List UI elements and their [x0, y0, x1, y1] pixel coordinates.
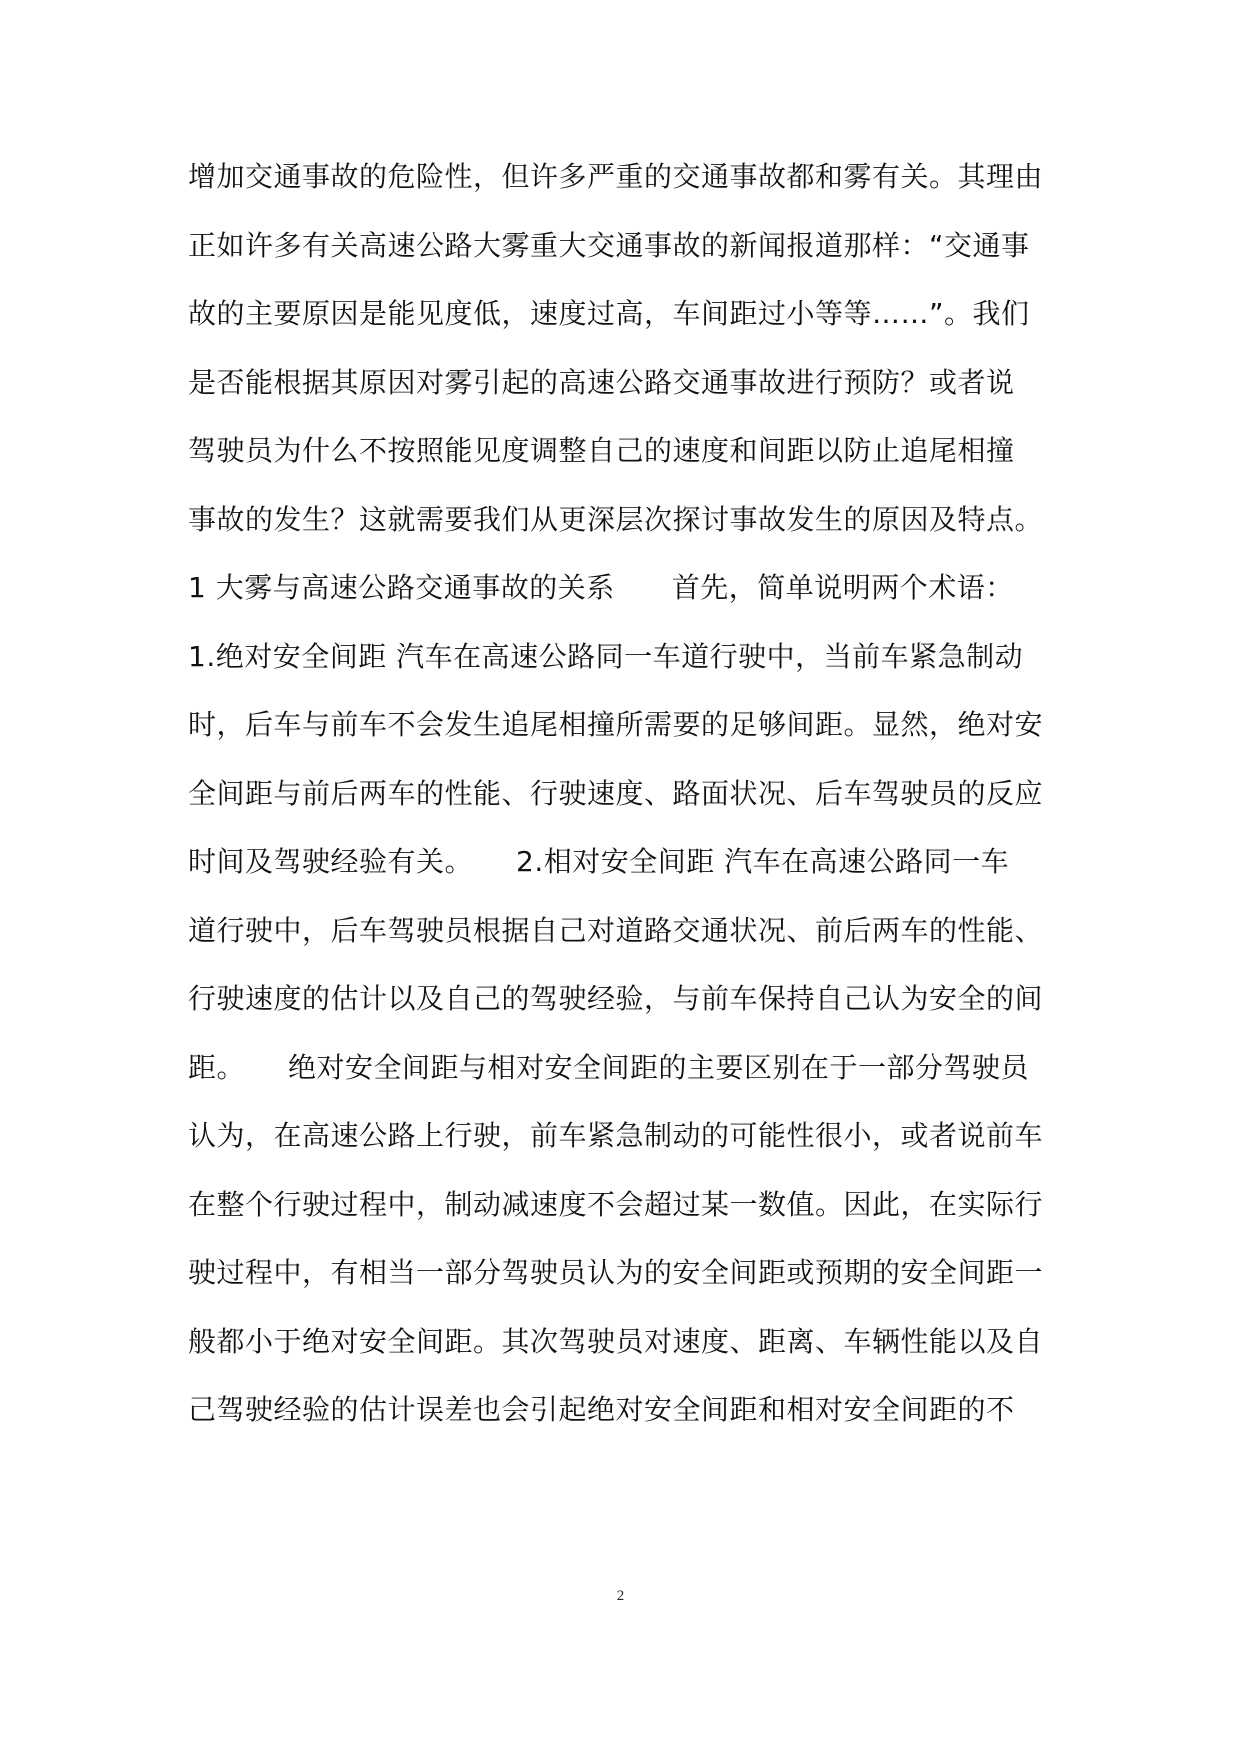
text-line: 时间及驾驶经验有关。 2.相对安全间距 汽车在高速公路同一车 — [188, 845, 1010, 878]
text-line: 认为，在高速公路上行驶，前车紧急制动的可能性很小，或者说前车 — [188, 1119, 1044, 1152]
body-text — [188, 143, 1068, 1445]
text-line: 增加交通事故的危险性，但许多严重的交通事故都和雾有关。其理由 — [188, 160, 1044, 193]
text-line: 般都小于绝对安全间距。其次驾驶员对速度、距离、车辆性能以及自 — [188, 1324, 1044, 1358]
text-line: 在整个行驶过程中，制动减速度不会超过某一数值。因此，在实际行 — [188, 1187, 1044, 1221]
text-line: 全间距与前后两车的性能、行驶速度、路面状况、后车驾驶员的反应 — [188, 776, 1044, 810]
text-line: 是否能根据其原因对雾引起的高速公路交通事故进行预防？或者说 — [188, 365, 1015, 399]
text-line: 距。 绝对安全间距与相对安全间距的主要区别在于一部分驾驶员 — [188, 1050, 1030, 1084]
text-line: 驶过程中，有相当一部分驾驶员认为的安全间距或预期的安全间距一 — [188, 1256, 1044, 1289]
text-line: 正如许多有关高速公路大雾重大交通事故的新闻报道那样：“交通事 — [188, 228, 1030, 262]
section-heading-line: 1 大雾与高速公路交通事故的关系 首先，简单说明两个术语： — [188, 571, 1014, 604]
text-line: 行驶速度的估计以及自己的驾驶经验，与前车保持自己认为安全的间 — [188, 982, 1044, 1015]
text-line: 道行驶中，后车驾驶员根据自己对道路交通状况、前后两车的性能、 — [188, 913, 1044, 947]
text-line: 事故的发生？这就需要我们从更深层次探讨事故发生的原因及特点。 — [188, 502, 1044, 536]
page-number: 2 — [616, 1588, 625, 1604]
text-line: 己驾驶经验的估计误差也会引起绝对安全间距和相对安全间距的不 — [188, 1393, 1015, 1426]
text-line: 时，后车与前车不会发生追尾相撞所需要的足够间距。显然，绝对安 — [188, 708, 1044, 741]
text-line: 驾驶员为什么不按照能见度调整自己的速度和间距以防止追尾相撞 — [188, 434, 1015, 467]
text-line: 故的主要原因是能见度低，速度过高，车间距过小等等……”。我们 — [188, 297, 1030, 330]
text-line: 1.绝对安全间距 汽车在高速公路同一车道行驶中，当前车紧急制动 — [188, 639, 1024, 673]
